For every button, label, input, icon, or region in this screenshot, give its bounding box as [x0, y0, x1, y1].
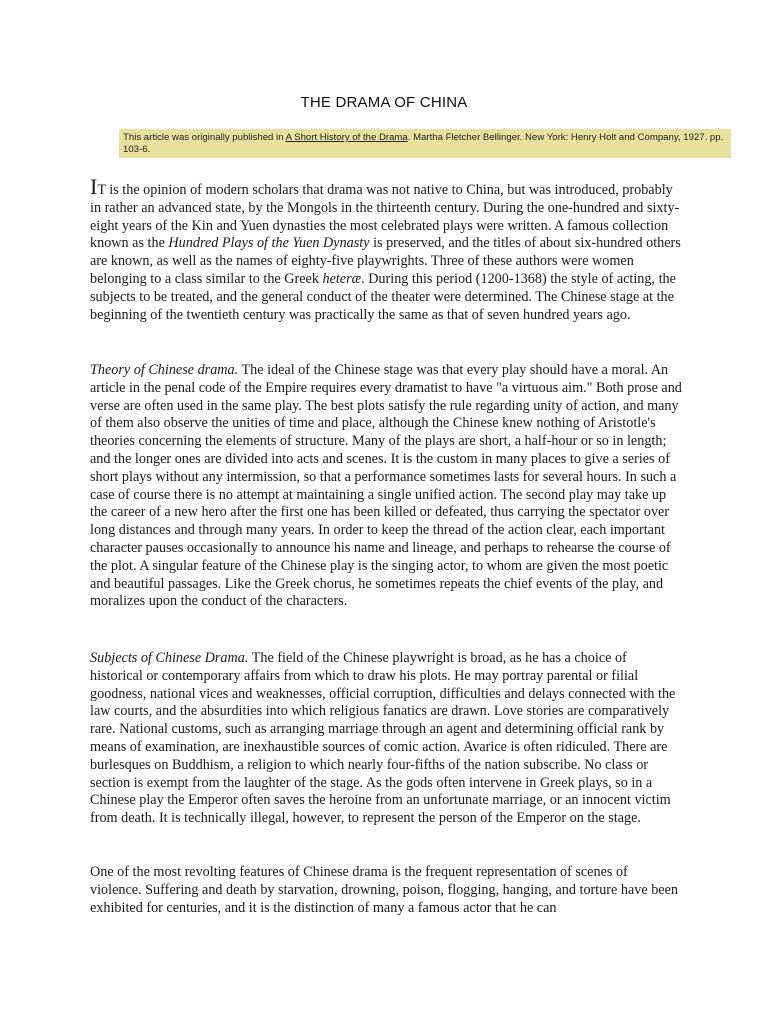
- publication-note: [119, 129, 731, 158]
- theory-text: The ideal of the Chinese stage was that every play should have a moral. An article in the penal code of the Empire requires every dramatist to have "a virtuous aim." Both prose and verse are often used in the same play. The best plots satisfy the rule regarding unity of action, and many of them also observe the unities of time and place, although the Chinese knew nothing of Aristotle's theories concerning the elements of structure. Many of the plays are short, a half-hour or so in length; and the longer ones are divided into acts and scenes. It is the custom in many places to give a series of short plays without any intermission, so that a performance sometimes lasts for several hours. In such a case of course there is no attempt at maintaining a single unified action. The second play may take up the career of a new hero after the first one has been killed or defeated, thus carrying the spectator over long distances and through many years. In order to keep the thread of the action clear, each important character pauses occasionally to announce his name and lineage, and perhaps to rehearse the course of the plot. A singular feature of the Chinese play is the singing actor, to whom are given the most poetic and beautiful passages. Like the Greek chorus, he sometimes repeats the chief events of the play, and moralizes upon the conduct of the characters.: [90, 362, 682, 610]
- intro-text-a: T is the opinion of modern scholars that drama was not native to China, but was introduced, probably in rather an advanced state, by the Mongols in the thirteenth century. During the one-hundred and sixty-eight years of the Kin and Yuen dynasties the most celebrated plays were written. A famous collection known as the: [90, 182, 680, 252]
- theory-heading: Theory of Chinese drama.: [90, 362, 239, 378]
- paragraph-theory: [90, 362, 682, 611]
- paragraph-subjects: [90, 650, 682, 828]
- subjects-heading: Subjects of Chinese Drama.: [90, 650, 249, 666]
- intro-italic-title: Hundred Plays of the Yuen Dynasty: [168, 235, 370, 252]
- paragraph-violence: [90, 864, 682, 917]
- page-title: THE DRAMA OF CHINA: [300, 94, 468, 111]
- paragraph-intro: [90, 174, 682, 324]
- intro-text-c: . During this period (1200-1368) the style of acting, the subjects to be treated, and the general conduct of the theater were determined. The Chinese stage at the beginning of the twentieth century was practically the same as that of seven hundred years ago.: [90, 270, 676, 323]
- intro-text-b: is preserved, and the titles of about six-hundred others are known, as well as the names of eighty-five playwrights. Three of these authors were women belonging to a class similar to the Greek: [90, 235, 681, 287]
- violence-text: One of the most revolting features of Chinese drama is the frequent representation of scenes of violence. Suffering and death by starvation, drowning, poison, flogging, hanging, and torture have been exhibited for centuries, and it is the distinction of many a famous actor that he can: [90, 864, 678, 916]
- book-title-link[interactable]: A Short History of the Drama: [285, 132, 408, 143]
- drop-cap: I: [90, 174, 98, 199]
- intro-italic-term: heteræ: [322, 270, 362, 287]
- note-suffix: . Martha Fletcher Bellinger. New York: Henry Holt and Company, 1927. pp. 103-6.: [123, 132, 724, 155]
- subjects-text: The field of the Chinese playwright is broad, as he has a choice of historical or contemporary affairs from which to draw his plots. He may portray parental or filial goodness, national vices and weaknesses, official corruption, difficulties and delays connected with the law courts, and the absurdities into which religious fanatics are drawn. Love stories are comparatively rare. National customs, such as arranging marriage through an agent and determining official rank by means of examination, are inexhaustible sources of comic action. Avarice is often ridiculed. There are burlesques on Buddhism, a religion to which nearly four-fifths of the nation subscribe. No class or section is exempt from the laughter of the stage. As the gods often intervene in Greek plays, so in a Chinese play the Emperor often saves the heroine from an unfortunate marriage, or an innocent victim from death. It is technically illegal, however, to represent the person of the Emperor on the stage.: [90, 650, 676, 827]
- note-prefix: This article was originally published in: [123, 132, 286, 143]
